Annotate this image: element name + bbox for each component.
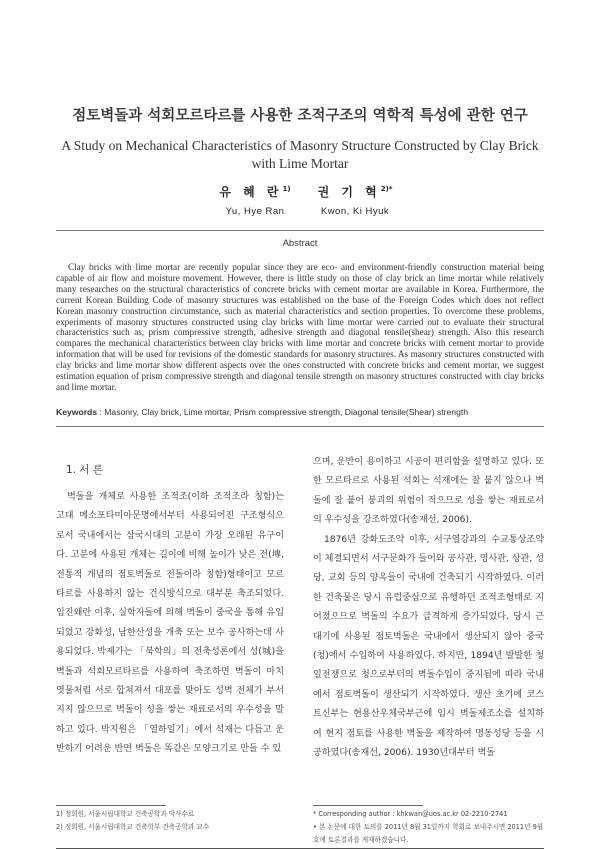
author-2 (300, 183, 410, 217)
author-1-name-kr: 유 혜 란 (219, 185, 283, 199)
abstract-heading: Abstract (282, 238, 318, 249)
footnotes-right (313, 808, 544, 847)
author-1-affiliation-mark: 1) (282, 185, 291, 193)
body-right-column (313, 453, 544, 764)
body-paragraph: 벽돌을 개체로 사용한 조적조(이하 조적조라 칭함)는 고대 메소포타미아문명에서부터 사용되어진 구조형식으로서 국내에서는 삼국시대의 고분이 가장 오래된 유구이다. 고분에 사용된 개체는 길이에 비해 높이가 낮은 전(塼, 전통적 개념의 점토벽돌로 전돌이라 칭함)형태이고 모르타르를 사용하지 않는 건식방식으로 대부분 축조되었다. 임진왜란 이후, 실학자들에 의해 벽돌이 중국을 통해 유입되었고 강화성, 남한산성을 개축 또는 보수 공사하는데 사용되었다. 박제가는 「북학의」의 전축성론에서 성(城)을 벽돌과 석회모르타르를 사용하여 축조하면 벽돌이 마치 엿물처럼 서로 합쳐져서 대포를 맞아도 성벽 전체가 부서지지 않으므로 벽돌이 성을 쌓는 재료로서의 우수성을 말하고 있다. 박지원은 「열하일기」에서 석재는 다듬고 운반하기 어려운 반면 벽돌은 똑같은 모양크기로 만들 수 있 (56, 492, 284, 755)
corresponding-author-note: * Corresponding author : khkwan@uos.ac.kr 02-2210-2741 (313, 810, 508, 818)
author-2-name-en: Kwon, Ki Hyuk (320, 206, 390, 217)
body-left-column (56, 488, 284, 760)
author-1 (205, 183, 305, 217)
author-2-name-kr: 권 기 혁 (317, 185, 381, 199)
footnote-item: 2) 정회원, 서울시립대학교 건축학부 건축공학과 교수 (56, 823, 210, 831)
footnote-rule-left (56, 805, 166, 806)
author-2-affiliation-mark: 2)* (380, 185, 393, 193)
footnote-item: 1) 정회원, 서울시립대학교 건축공학과 박사수료 (56, 810, 195, 818)
body-paragraph: 1876년 강화도조약 이후, 서구열강과의 수교통상조약이 체결되면서 서구문화가 들어와 공사관, 영사관, 상관, 성당, 교회 등의 양옥들이 국내에 건축되기 시작하였다. 이러한 건축물은 당시 유럽중심으로 유행하던 조적조형태로 지어졌으므로 벽돌의 수요가 급격하게 증가되었다. 당시 근대기에 사용된 점토벽돌은 국내에서 생산되지 않아 중국(청)에서 수입하여 사용하였다. 하지만, 1894년 발발한 청일전쟁으로 청으로부터의 벽돌수입이 중지됨에 따라 국내에서 점토벽돌이 생산되기 시작하였다. 생산 초기에 코스트신부는 현용산우체국부근에 임시 벽돌제조소를 설치하여 현지 점토를 사용한 벽돌을 제작하여 명동성당 등을 시공하였다(송재선, 2006). 1930년대부터 벽돌 (313, 534, 544, 759)
footnote-rule-right (313, 805, 423, 806)
section-heading-introduction: 1. 서 론 (66, 464, 103, 476)
body-paragraph: 으며, 운반이 용이하고 시공이 편리함을 설명하고 있다. 또한 모르타르로 사용된 석회는 석재에는 잘 붙지 않으나 벽돌에 잘 붙어 붕괴의 위험이 적으므로 성을 쌓는 재료로서의 우수성을 강조하였다(송재선, 2006). (313, 457, 544, 526)
keywords-label: Keywords (56, 407, 98, 417)
paper-title-english: A Study on Mechanical Characteristics of Masonry Structure Constructed by Clay Brick with Lime Mortar (61, 138, 539, 171)
abstract-bottom-rule (56, 426, 544, 427)
keywords-text: Masonry, Clay brick, Lime mortar, Prism compressive strength, Diagonal tensile(Shear) strength (104, 407, 469, 417)
paper-title-korean: 점토벽돌과 석회모르타르를 사용한 조적구조의 역학적 특성에 관한 연구 (72, 108, 528, 124)
abstract-text: Clay bricks with lime mortar are recently popular since they are eco- and environment-friendly construction material being capable of air flow and moisture movement. However, there is little study on those of clay brick an lime mortar while relatively many researches on the structural characteristics of concrete bricks with cement mortar are available in Korea. Furthermore, the current Korean Building Code of masonry structures was established on the base of the Foreign Codes which does not reflect Korean masonry construction circumstance, such as material characteristics and section properties. To overcome these problems, experiments of masonry structures constructed using clay bricks with lime mortar were carried out to evaluate their structural characteristics such as, prism compressive strength, adhesive strength and diagonal tensile(shear) strength. Also this research compares the mechanical characteristics between clay bricks with lime mortar and concrete bricks with cement mortar to provide information that will be used for revisions of the domestic standards for masonry structures. As masonry structures constructed with clay bricks and lime mortar show different aspects over the ones constructed with concrete bricks and cement mortar, we suggest estimation equation of prism compressive strength and diagonal tensile strength on masonry structures constructed with clay bricks and lime mortar. (56, 262, 544, 392)
keywords-line: Keywords : Masonry, Clay brick, Lime mortar, Prism compressive strength, Diagonal tensile(Shear) strength (56, 407, 469, 417)
footnotes-left (56, 808, 284, 834)
abstract-top-rule (56, 230, 544, 231)
discussion-note: • 본 논문에 대한 토의를 2011년 8월 31일까지 학회로 보내주시면 2011년 9월 호에 토론결과를 게재하겠습니다. (313, 823, 544, 844)
author-1-name-en: Yu, Hye Ran (225, 206, 285, 217)
